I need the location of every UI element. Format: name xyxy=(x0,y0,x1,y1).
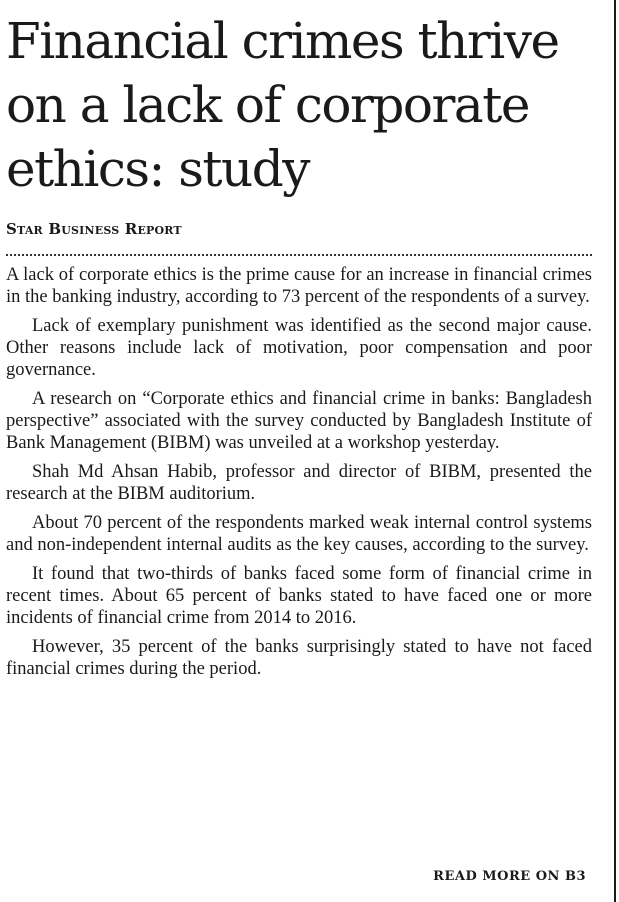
article-headline xyxy=(6,0,597,201)
column-rule xyxy=(614,0,616,902)
body-paragraph: About 70 percent of the respondents marked weak internal control systems and non-independent internal audits as the key causes, according to the survey. xyxy=(6,513,592,555)
body-paragraph: A lack of corporate ethics is the prime cause for an increase in financial crimes in the banking industry, according to 73 percent of the respondents of a survey. xyxy=(6,265,592,307)
news-article xyxy=(6,0,597,687)
read-more-link[interactable]: READ MORE ON B3 xyxy=(433,869,586,884)
article-body xyxy=(6,264,592,680)
dotted-divider xyxy=(6,254,592,256)
body-paragraph: Lack of exemplary punishment was identified as the second major cause. Other reasons include lack of motivation, poor compensation and poor governance. xyxy=(6,316,592,380)
headline-line: ethics: study xyxy=(6,140,309,198)
body-paragraph: It found that two-thirds of banks faced some form of financial crime in recent times. About 65 percent of banks stated to have faced one or more incidents of financial crime from 2014 to 2016. xyxy=(6,564,592,628)
body-paragraph: Shah Md Ahsan Habib, professor and director of BIBM, presented the research at the BIBM auditorium. xyxy=(6,462,592,504)
body-paragraph: A research on “Corporate ethics and financial crime in banks: Bangladesh perspective” associated with the survey conducted by Bangladesh Institute of Bank Management (BIBM) was unveiled at a workshop yesterday. xyxy=(6,389,592,453)
headline-line: Financial crimes thrive xyxy=(6,12,559,70)
headline-line: on a lack of corporate xyxy=(6,76,529,134)
body-paragraph: However, 35 percent of the banks surprisingly stated to have not faced financial crimes during the period. xyxy=(6,637,592,679)
article-byline: Star Business Report xyxy=(6,220,182,238)
